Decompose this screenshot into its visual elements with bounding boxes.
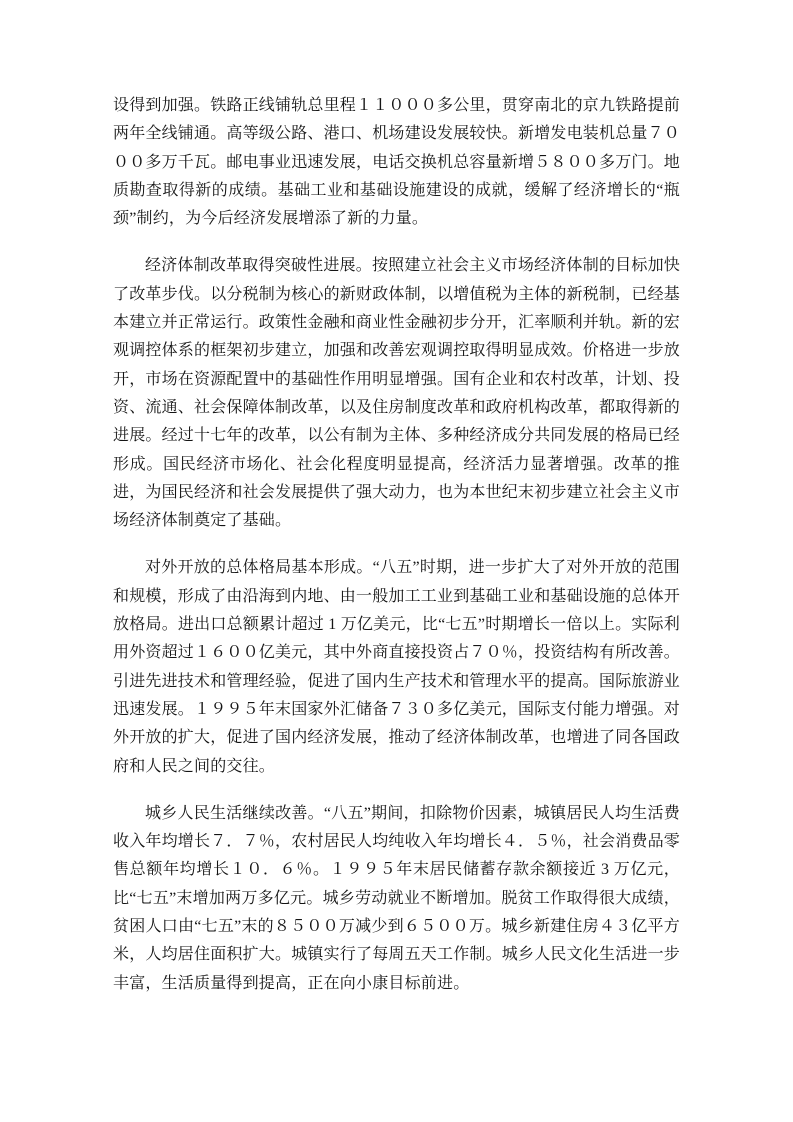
paragraph-living-standards: 城乡人民生活继续改善。“八五”期间，扣除物价因素，城镇居民人均生活费收入年均增长７．７％，农村居民人均纯收入年均增长４．５％，社会消费品零售总额年均增长１０．６％。１９９５年末居民储蓄存款余额接近 3 万亿元，比“七五”末增加两万多亿元。城乡劳动就业不断增加。脱贫工作取得很大成绩，贫困人口由“七五”末的８５００万减少到６５００万。城乡新建住房４３亿平方米，人均居住面积扩大。城镇实行了每周五天工作制。城乡人民文化生活进一步丰富，生活质量得到提高，正在向小康目标前进。 xyxy=(113,804,681,992)
paragraph-economic-reform: 经济体制改革取得突破性进展。按照建立社会主义市场经济体制的目标加快了改革步伐。以分税制为核心的新财政体制，以增值税为主体的新税制，已经基本建立并正常运行。政策性金融和商业性金融初步分开，汇率顺利并轨。新的宏观调控体系的框架初步建立，加强和改善宏观调控取得明显成效。价格进一步放开，市场在资源配置中的基础性作用明显增强。国有企业和农村改革，计划、投资、流通、社会保障体制改革，以及住房制度改革和政府机构改革，都取得新的进展。经过十七年的改革，以公有制为主体、多种经济成分共同发展的格局已经形成。国民经济市场化、社会化程度明显提高，经济活力显著增强。改革的推进，为国民经济和社会发展提供了强大动力，也为本世纪末初步建立社会主义市场经济体制奠定了基础。 xyxy=(113,257,681,530)
paragraph-opening-up: 对外开放的总体格局基本形成。“八五”时期，进一步扩大了对外开放的范围和规模，形成了由沿海到内地、由一般加工工业到基础工业和基础设施的总体开放格局。进出口总额累计超过 1 万亿美元，比“七五”时期增长一倍以上。实际利用外资超过１６００亿美元，其中外商直接投资占７０％，投资结构有所改善。引进先进技术和管理经验，促进了国内生产技术和管理水平的提高。国际旅游业迅速发展。１９９５年末国家外汇储备７３０多亿美元，国际支付能力增强。对外开放的扩大，促进了国内经济发展，推动了经济体制改革，也增进了同各国政府和人民之间的交往。 xyxy=(113,559,681,775)
paragraph-infrastructure-continued: 设得到加强。铁路正线铺轨总里程１１０００多公里，贯穿南北的京九铁路提前两年全线铺通。高等级公路、港口、机场建设发展较快。新增发电装机总量７０００多万千瓦。邮电事业迅速发展，电话交换机总容量新增５８００多万门。地质勘查取得新的成绩。基础工业和基础设施建设的成就，缓解了经济增长的“瓶颈”制约，为今后经济发展增添了新的力量。 xyxy=(113,97,681,228)
